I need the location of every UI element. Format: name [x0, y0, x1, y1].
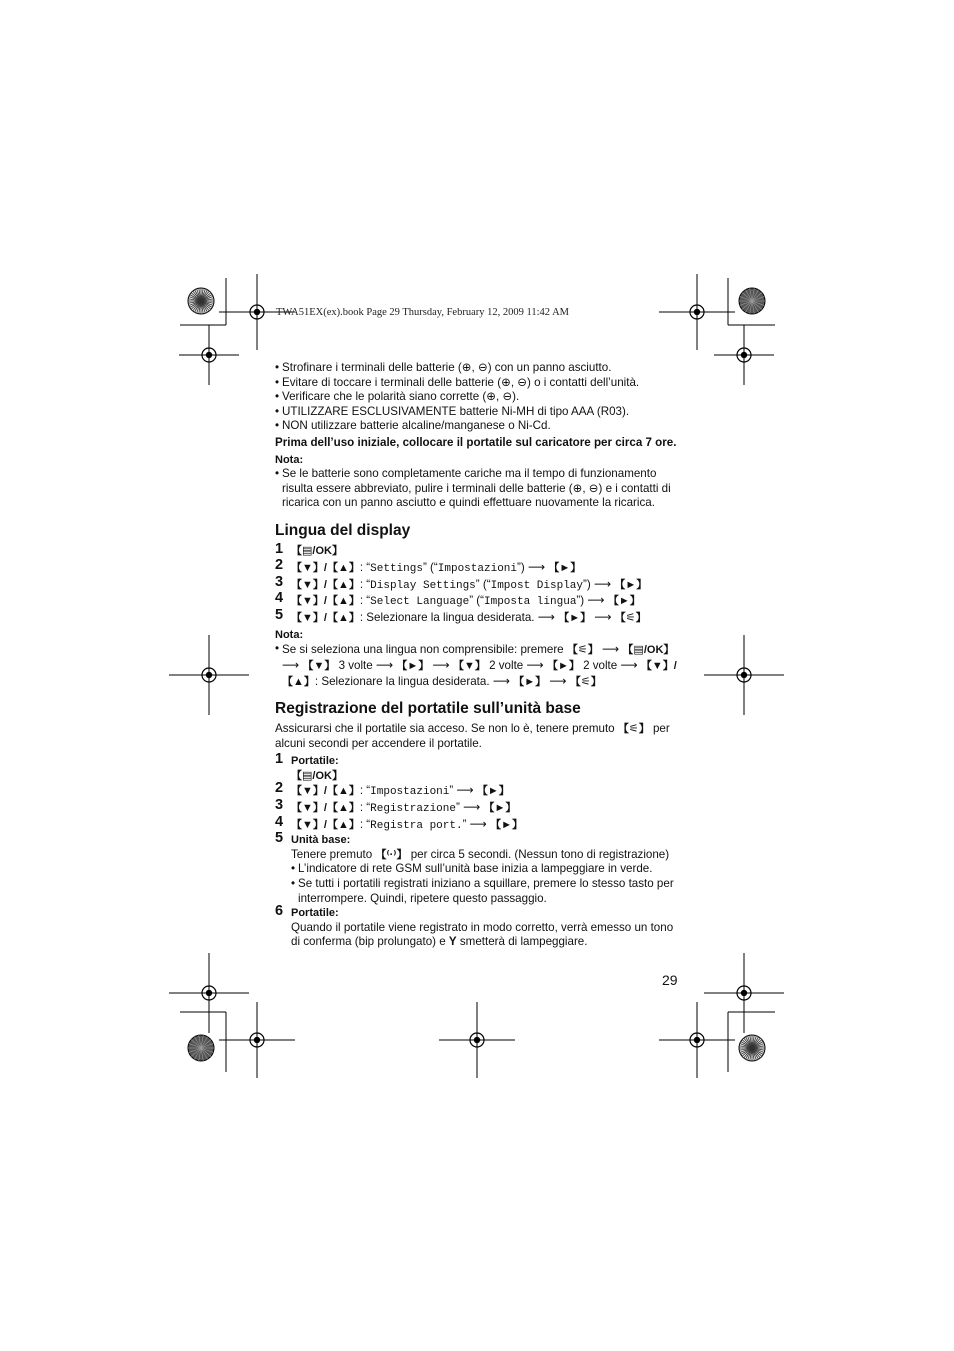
section-title-registrazione: Registrazione del portatile sull’unità base	[275, 700, 581, 718]
menu-icon: ▤	[302, 769, 313, 782]
up-arrow-icon: ▲	[337, 561, 349, 574]
lingua-step-5: 5 【▼】/【▲】: Selezionare la lingua desiderata. ⟶ 【►】 ⟶ 【⚟】	[275, 606, 647, 624]
lingua-step-2: 2 【▼】/【▲】: “Settings” (“Impostazioni”) ⟶ 【►】	[275, 556, 582, 575]
plus-terminal-icon: ⊕	[486, 390, 496, 404]
right-arrow-icon: ►	[557, 659, 569, 672]
plus-terminal-icon: ⊕	[501, 375, 511, 389]
reg-step-4: 4 【▼】/【▲】: “Registra port.” ⟶ 【►】	[275, 813, 523, 832]
down-arrow-icon: ▼	[302, 611, 313, 624]
power-icon: ⚟	[628, 723, 639, 736]
down-arrow-icon: ▼	[302, 818, 313, 831]
list-item: • Verificare che le polarità siano corrette (⊕, ⊖).	[275, 390, 680, 405]
up-arrow-icon: ▲	[337, 595, 349, 608]
power-icon: ⚟	[580, 675, 591, 688]
up-arrow-icon: ▲	[337, 785, 349, 798]
nota-label: Nota:	[275, 453, 304, 466]
list-item: • Evitare di toccare i terminali delle batterie (⊕, ⊖) o i contatti dell’unità.	[275, 376, 680, 391]
nota-list	[275, 467, 680, 511]
registration-dot	[206, 672, 212, 678]
down-arrow-icon: ▼	[651, 659, 663, 672]
down-arrow-icon: ▼	[302, 578, 313, 591]
up-arrow-icon: ▲	[337, 818, 349, 831]
locator-icon: ⁽·⁾	[386, 848, 397, 861]
list-item: • Se le batterie sono completamente cariche ma il tempo di funzionamento risulta essere abbreviato, pulire i terminali delle batterie (⊕, ⊖) e i contatti di ricarica con un panno asciutto e quindi effettuare nuovamente la ricarica.	[275, 467, 680, 511]
menu-icon: ▤	[302, 544, 313, 557]
reg-step-2: 2 【▼】/【▲】: “Impostazioni” ⟶ 【►】	[275, 780, 510, 799]
down-arrow-icon: ▼	[302, 561, 313, 574]
registration-dot	[694, 309, 700, 315]
lingua-step-1: 1 【▤/OK】	[275, 540, 343, 557]
registration-dot	[254, 309, 260, 315]
right-arrow-icon: ►	[625, 578, 637, 591]
down-arrow-icon: ▼	[302, 785, 313, 798]
antenna-icon: Y	[448, 935, 457, 949]
right-arrow-icon: ►	[618, 595, 630, 608]
down-arrow-icon: ▼	[302, 802, 313, 815]
registrazione-intro: Assicurarsi che il portatile sia acceso. Se non lo è, tenere premuto 【⚟】 per alcuni secondi per accendere il portatile.	[275, 722, 670, 750]
menu-icon: ▤	[633, 644, 644, 657]
right-arrow-icon: ►	[559, 561, 571, 574]
registration-dot	[694, 1037, 700, 1043]
right-arrow-icon: ►	[407, 659, 419, 672]
section-title-lingua: Lingua del display	[275, 521, 411, 539]
lingua-step-4: 4 【▼】/【▲】: “Select Language” (“Imposta lingua”) ⟶ 【►】	[275, 590, 641, 609]
down-arrow-icon: ▼	[463, 659, 475, 672]
up-arrow-icon: ▲	[337, 611, 349, 624]
right-arrow-icon: ►	[569, 611, 581, 624]
list-item: • UTILIZZARE ESCLUSIVAMENTE batterie Ni-MH di tipo AAA (R03).	[275, 405, 680, 420]
registration-dot	[741, 352, 747, 358]
reg-step-5-bullets	[291, 862, 680, 906]
registration-dot	[741, 672, 747, 678]
minus-terminal-icon: ⊖	[477, 361, 488, 374]
registration-dot	[474, 1037, 480, 1043]
plus-terminal-icon: ⊕	[572, 481, 583, 495]
up-arrow-icon: ▲	[337, 578, 349, 591]
registration-dot	[254, 1037, 260, 1043]
minus-terminal-icon: ⊖	[517, 375, 527, 389]
power-icon: ⚟	[577, 644, 588, 657]
power-icon: ⚟	[625, 611, 636, 624]
minus-terminal-icon: ⊖	[502, 390, 513, 404]
registration-dot	[206, 990, 212, 996]
lingua-step-3: 3 【▼】/【▲】: “Display Settings” (“Impost Display”) ⟶ 【►】	[275, 573, 648, 592]
down-arrow-icon: ▼	[313, 659, 325, 672]
up-arrow-icon: ▲	[293, 675, 304, 688]
right-arrow-icon: ►	[494, 802, 506, 815]
page-number: 29	[662, 972, 678, 988]
up-arrow-icon: ▲	[337, 802, 349, 815]
running-header: TWA51EX(ex).book Page 29 Thursday, February 12, 2009 11:42 AM	[276, 307, 569, 318]
down-arrow-icon: ▼	[302, 595, 313, 608]
list-item: • L’indicatore di rete GSM sull’unità base inizia a lampeggiare in verde.	[291, 862, 680, 877]
charge-instruction: Prima dell’uso iniziale, collocare il portatile sul caricatore per circa 7 ore.	[275, 435, 677, 449]
list-item: • NON utilizzare batterie alcaline/manganese o Ni-Cd.	[275, 419, 680, 434]
minus-terminal-icon: ⊖	[588, 481, 599, 495]
page-content	[275, 361, 680, 950]
right-arrow-icon: ►	[501, 818, 512, 831]
right-arrow-icon: ►	[487, 785, 499, 798]
list-item: • Se tutti i portatili registrati iniziano a squillare, premere lo stesso tasto per interrompere. Quindi, ripetere questo passaggio.	[291, 877, 680, 906]
right-arrow-icon: ►	[524, 675, 536, 688]
list-item: • Se si seleziona una lingua non comprensibile: premere 【⚟】 ⟶ 【▤/OK】 ⟶ 【▼】 3 volte ⟶ 【►】 ⟶ 【▼】 2 volte ⟶ 【►】 2 volte ⟶ 【▼】/【▲】: Selezionare la lingua desiderata. ⟶ 【►】 ⟶ 【⚟】	[275, 642, 680, 689]
list-item: • Strofinare i terminali delle batterie (⊕, ⊖) con un panno asciutto.	[275, 361, 680, 376]
reg-step-1: 1 Portatile: 【▤/OK】	[275, 751, 343, 782]
nota-label: Nota:	[275, 628, 304, 641]
plus-terminal-icon: ⊕	[461, 361, 472, 374]
reg-step-6: 6 Portatile: Quando il portatile viene registrato in modo corretto, verrà emesso un tono di conferma (bip prolungato) e Y smetterà di lampeggiare.	[275, 903, 674, 949]
lingua-nota-list	[275, 642, 680, 689]
battery-bullet-list	[275, 361, 680, 434]
reg-step-5: 5 Unità base: Tenere premuto 【⁽·⁾】 per circa 5 secondi. (Nessun tono di registrazione) • L’indicatore di rete GSM sull’unità base inizia a lampeggiare in verde. • Se tutti i portatili registrati iniziano a squillare, premere lo stesso tasto per interrompere. Quindi, ripetere questo passaggio.	[275, 833, 680, 906]
reg-step-3: 3 【▼】/【▲】: “Registrazione” ⟶ 【►】	[275, 797, 517, 816]
registration-dot	[741, 990, 747, 996]
registration-dot	[206, 352, 212, 358]
